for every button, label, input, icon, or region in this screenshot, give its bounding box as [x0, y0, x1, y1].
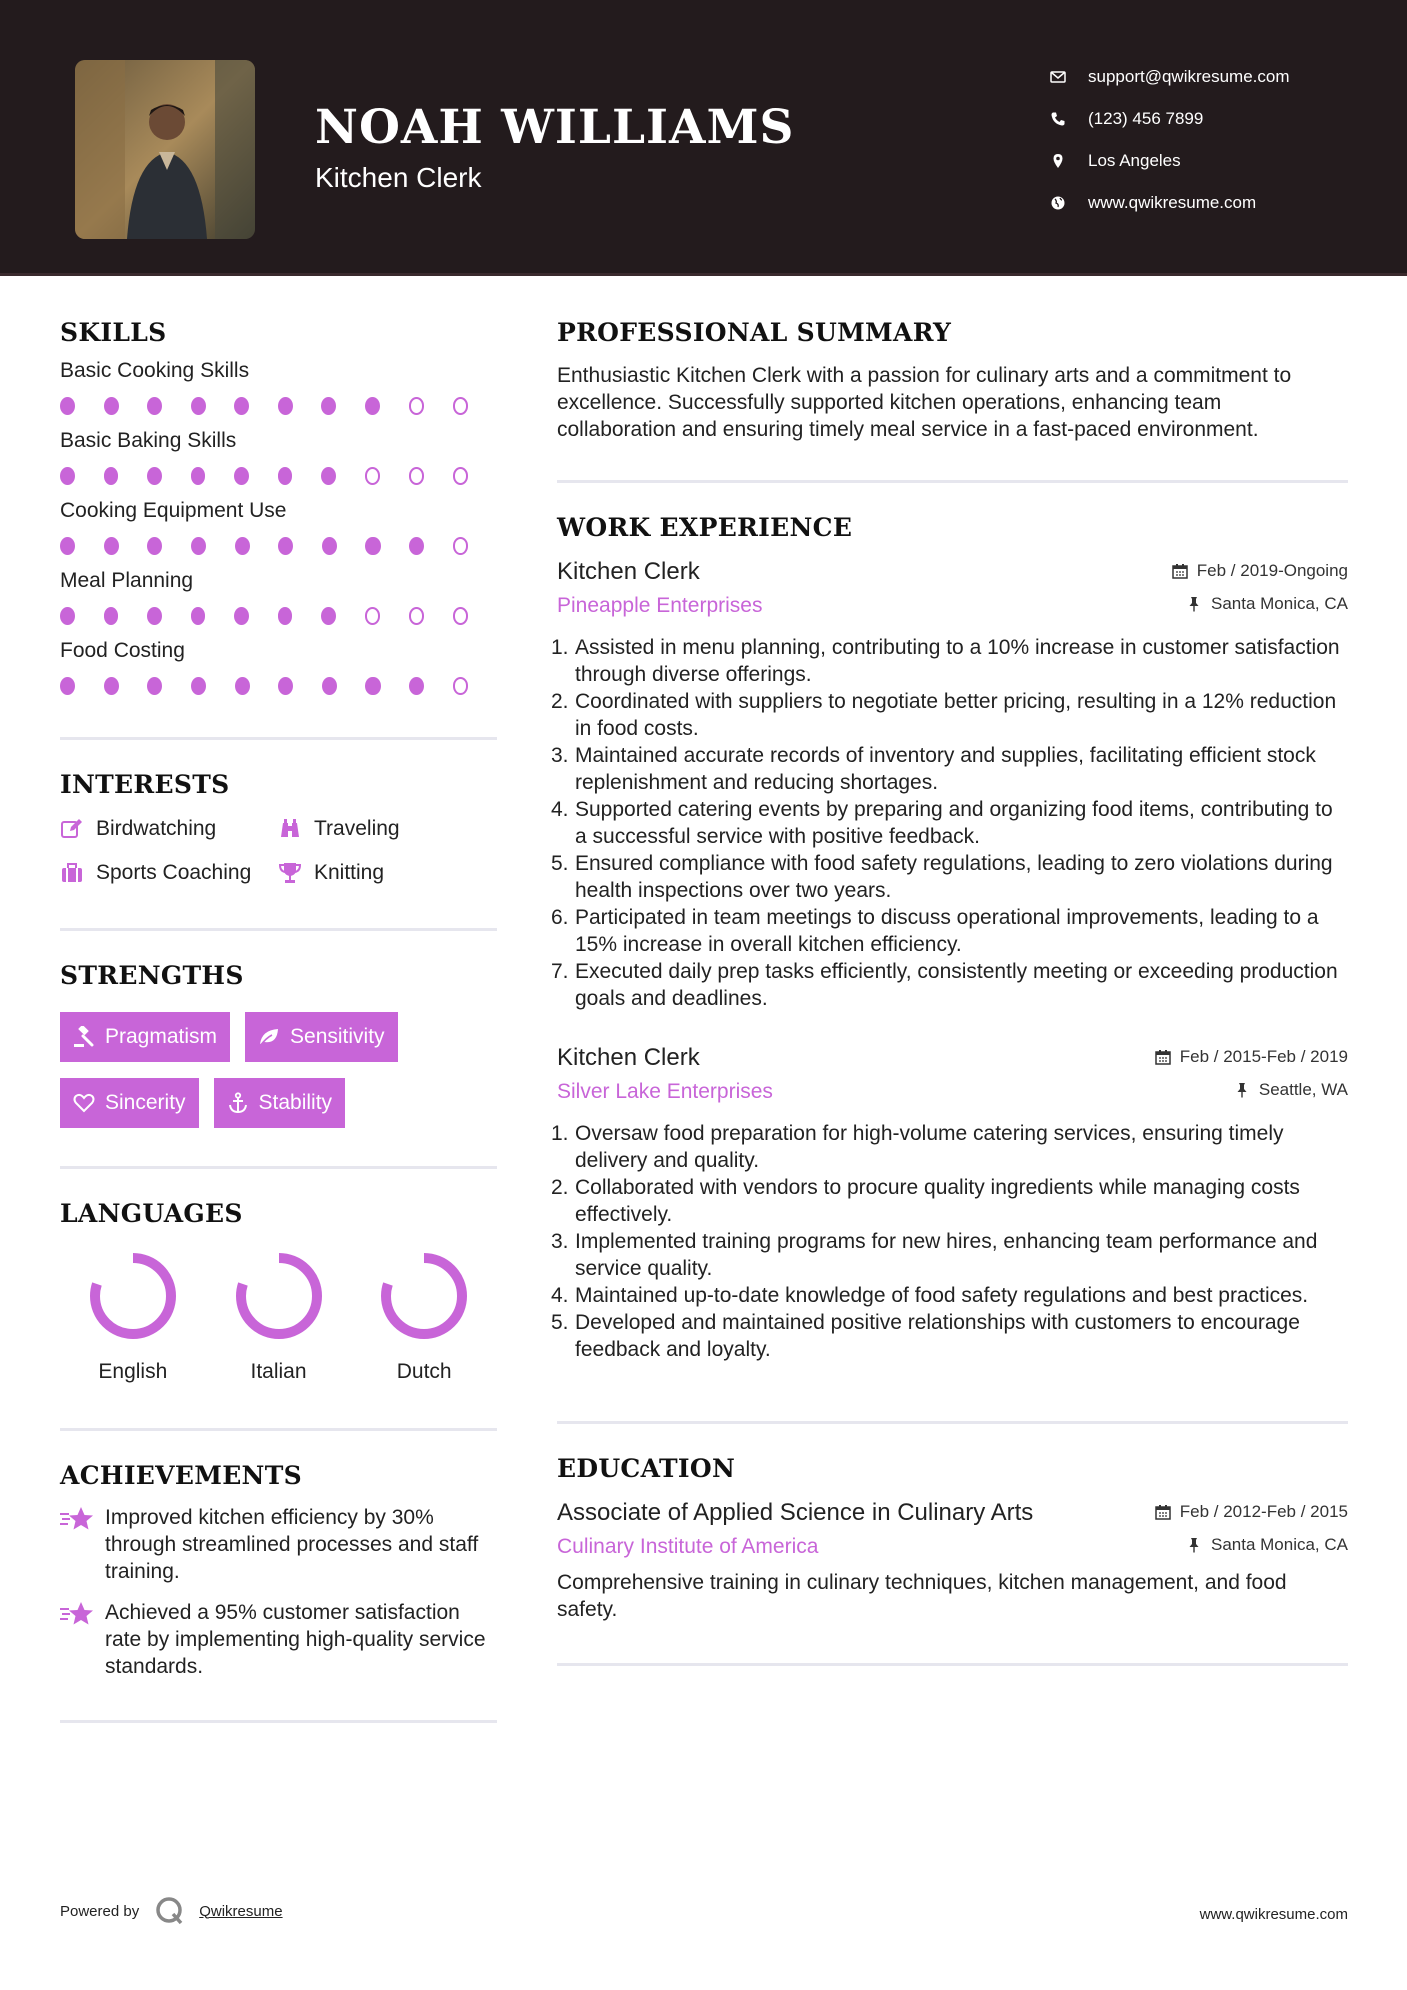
rating-dot-filled [104, 607, 119, 625]
skill-name: Food Costing [60, 639, 185, 662]
rating-dot-filled [147, 537, 162, 555]
contact-website[interactable] [1050, 182, 1290, 224]
contact-email[interactable] [1050, 56, 1290, 98]
rating-dot-filled [235, 537, 250, 555]
rating-dot-filled [60, 677, 75, 695]
rating-dot-filled [321, 397, 336, 415]
strengths-heading: STRENGTHS [60, 961, 244, 990]
job-dates-text: Feb / 2015-Feb / 2019 [1179, 1047, 1348, 1066]
rating-dot-filled [104, 467, 119, 485]
job-dates [1172, 561, 1348, 581]
section-divider [60, 737, 497, 740]
section-divider [557, 1421, 1348, 1424]
powered-by-text: Powered by [60, 1902, 140, 1920]
education-dates-text: Feb / 2012-Feb / 2015 [1179, 1502, 1348, 1521]
interest-label: Knitting [314, 861, 385, 884]
skills-list [60, 359, 497, 697]
strength-tag [60, 1012, 230, 1062]
skill-name: Basic Cooking Skills [60, 359, 250, 382]
job-bullet-text: Coordinated with suppliers to negotiate better pricing, resulting in a 12% reduction in food costs. [575, 690, 1337, 740]
footer-powered-by [60, 1896, 283, 1926]
rating-dot-filled [409, 677, 424, 695]
rating-dot-empty [409, 397, 425, 415]
strength-tag [245, 1012, 398, 1062]
achievements-heading: ACHIEVEMENTS [60, 1461, 302, 1490]
rating-dot-filled [278, 607, 293, 625]
contact-website-text: www.qwikresume.com [1088, 193, 1257, 212]
contact-location-text: Los Angeles [1088, 151, 1181, 170]
job-bullet-text: Developed and maintained positive relationships with customers to encourage feedback and loyalty. [575, 1311, 1300, 1361]
education-heading: EDUCATION [557, 1454, 736, 1483]
job-bullet: 4. Supported catering events by preparing and organizing food items, contributing to a successful service with positive feedback. [551, 798, 1333, 848]
rating-dot-filled [278, 397, 293, 415]
contact-location [1050, 140, 1290, 182]
rating-dot-empty [409, 607, 425, 625]
job-bullet-text: Maintained up-to-date knowledge of food safety regulations and best practices. [575, 1284, 1309, 1307]
skill-rating [60, 465, 497, 487]
interest-item [60, 861, 278, 885]
profile-photo [75, 60, 255, 239]
interest-label: Sports Coaching [96, 861, 252, 884]
interest-item [278, 861, 478, 885]
rating-dot-empty [453, 467, 469, 485]
job-bullet-text: Collaborated with vendors to procure quality ingredients while managing costs effectively. [575, 1176, 1300, 1226]
job-bullet: 3. Maintained accurate records of inventory and supplies, facilitating efficient stock replenishment and reducing shortages. [551, 744, 1316, 794]
rating-dot-filled [104, 397, 119, 415]
rating-dot-filled [147, 677, 162, 695]
job-bullets [551, 634, 1347, 1012]
rating-dot-filled [409, 537, 424, 555]
qwikresume-link[interactable]: Qwikresume [199, 1902, 283, 1920]
rating-dot-filled [234, 397, 249, 415]
interest-label: Birdwatching [96, 817, 217, 840]
job-bullet-text: Oversaw food preparation for high-volume catering services, ensuring timely delivery and quality. [575, 1122, 1284, 1172]
pushpin-icon [1186, 1537, 1202, 1553]
skill-name: Meal Planning [60, 569, 194, 592]
rating-dot-filled [278, 467, 293, 485]
job-bullet: 5. Ensured compliance with food safety regulations, leading to zero violations during health inspections over two years. [551, 852, 1333, 902]
summary-heading: PROFESSIONAL SUMMARY [557, 318, 952, 347]
section-divider [60, 1428, 497, 1431]
globe-icon [1050, 195, 1088, 211]
languages-section [60, 1199, 497, 1384]
gavel-icon [73, 1026, 95, 1048]
strength-label: Sensitivity [290, 1025, 385, 1048]
summary-text: Enthusiastic Kitchen Clerk with a passion for culinary arts and a commitment to excellence. Successfully supported kitchen operations, enhancing team collaboration and ensuring timely meal service in a fast-paced environment. [557, 364, 1292, 441]
rating-dot-filled [235, 677, 250, 695]
rating-dot-filled [191, 607, 206, 625]
job-bullet-text: Supported catering events by preparing and organizing food items, contributing to a successful service with positive feedback. [575, 798, 1333, 848]
job-bullet: 2. Collaborated with vendors to procure quality ingredients while managing costs effectively. [551, 1176, 1300, 1226]
phone-icon [1050, 111, 1088, 127]
job-location-text: Santa Monica, CA [1210, 594, 1348, 613]
strengths-list [60, 1012, 480, 1128]
trophy-icon [278, 861, 314, 885]
pushpin-icon [1186, 596, 1202, 612]
rating-dot-filled [60, 607, 75, 625]
job-bullet: 5. Developed and maintained positive relationships with customers to encourage feedback and loyalty. [551, 1311, 1300, 1361]
rating-dot-filled [278, 677, 293, 695]
rating-dot-empty [365, 467, 381, 485]
achievement-text: Achieved a 95% customer satisfaction rate by implementing high-quality service standards. [105, 1601, 486, 1678]
section-divider [557, 480, 1348, 483]
achievements-section [60, 1461, 497, 1680]
job-entry [551, 1044, 1348, 1363]
contact-phone-text: (123) 456 7899 [1088, 109, 1204, 128]
job-bullet: 6. Participated in team meetings to discuss operational improvements, leading to a 15% increase in overall kitchen efficiency. [551, 906, 1319, 956]
star-icon [60, 1599, 105, 1680]
rating-dot-empty [409, 467, 425, 485]
interest-label: Traveling [314, 817, 400, 840]
job-bullets [551, 1120, 1347, 1363]
rating-dot-filled [365, 397, 380, 415]
language-ring-arc [386, 1258, 462, 1334]
rating-dot-filled [234, 467, 249, 485]
education-description: Comprehensive training in culinary techniques, kitchen management, and food safety. [557, 1571, 1287, 1621]
left-column [60, 318, 497, 1723]
job-bullet: 7. Executed daily prep tasks efficiently, consistently meeting or exceeding production goals and deadlines. [551, 960, 1338, 1010]
job-bullet-text: Participated in team meetings to discuss operational improvements, leading to a 15% increase in overall kitchen efficiency. [575, 906, 1319, 956]
job-bullet: 1. Oversaw food preparation for high-volume catering services, ensuring timely delivery and quality. [551, 1122, 1284, 1172]
skill-name: Cooking Equipment Use [60, 499, 287, 522]
strength-label: Pragmatism [105, 1025, 218, 1048]
school-name: Culinary Institute of America [557, 1535, 819, 1558]
rating-dot-filled [322, 677, 337, 695]
language-ring-arc [241, 1258, 317, 1334]
job-title: Kitchen Clerk [557, 558, 700, 585]
section-divider [60, 928, 497, 931]
contact-email-text: support@qwikresume.com [1088, 67, 1290, 86]
rating-dot-filled [147, 607, 162, 625]
education-location-text: Santa Monica, CA [1210, 1535, 1348, 1554]
languages-heading: LANGUAGES [60, 1199, 243, 1228]
language-item [60, 1250, 206, 1384]
summary-section [557, 318, 1348, 443]
languages-list [60, 1250, 497, 1384]
interests-list [60, 817, 497, 885]
education-dates [1155, 1502, 1348, 1522]
education-location [1186, 1535, 1348, 1555]
experience-heading: WORK EXPERIENCE [557, 513, 853, 542]
job-bullet-text: Executed daily prep tasks efficiently, consistently meeting or exceeding production goals and deadlines. [575, 960, 1338, 1010]
rating-dot-filled [191, 467, 206, 485]
rating-dot-filled [104, 677, 119, 695]
language-proficiency-ring [378, 1250, 470, 1342]
rating-dot-empty [453, 397, 469, 415]
job-entry [551, 558, 1348, 1012]
job-dates [1155, 1047, 1348, 1067]
calendar-icon [1155, 1504, 1171, 1520]
heart-icon [73, 1092, 95, 1114]
candidate-title: Kitchen Clerk [315, 162, 482, 193]
rating-dot-filled [322, 537, 337, 555]
rating-dot-filled [60, 397, 75, 415]
language-name: Italian [250, 1360, 307, 1383]
degree-title: Associate of Applied Science in Culinary Arts [557, 1499, 1034, 1526]
job-bullet: 2. Coordinated with suppliers to negotiate better pricing, resulting in a 12% reduction in food costs. [551, 690, 1337, 740]
job-bullet-text: Maintained accurate records of inventory and supplies, facilitating efficient stock replenishment and reducing shortages. [575, 744, 1316, 794]
skill-rating [60, 395, 497, 417]
job-bullet-text: Implemented training programs for new hires, enhancing team performance and service quality. [575, 1230, 1318, 1280]
resume-header [0, 0, 1407, 276]
skill-rating [60, 605, 497, 627]
language-proficiency-ring [87, 1250, 179, 1342]
language-item [351, 1250, 497, 1384]
skill-rating [60, 535, 497, 557]
calendar-icon [1155, 1049, 1171, 1065]
language-name: English [98, 1360, 168, 1383]
pushpin-icon [1234, 1082, 1250, 1098]
language-ring-arc [95, 1258, 171, 1334]
envelope-icon [1050, 69, 1088, 85]
rating-dot-filled [191, 397, 206, 415]
suitcase-icon [60, 861, 96, 885]
calendar-icon [1172, 563, 1188, 579]
company-name: Silver Lake Enterprises [557, 1080, 773, 1103]
strength-tag [60, 1078, 199, 1128]
interests-section [60, 770, 497, 885]
achievement-text: Improved kitchen efficiency by 30% through streamlined processes and staff training. [105, 1506, 479, 1583]
rating-dot-empty [453, 537, 469, 555]
skills-section [60, 318, 497, 697]
strength-label: Sincerity [105, 1091, 186, 1114]
rating-dot-empty [453, 607, 469, 625]
job-bullet: 1. Assisted in menu planning, contributing to a 10% increase in customer satisfaction through diverse offerings. [551, 636, 1340, 686]
qwikresume-logo-icon [155, 1896, 185, 1926]
language-name: Dutch [396, 1360, 452, 1383]
rating-dot-empty [365, 607, 381, 625]
rating-dot-filled [104, 537, 119, 555]
experience-section [551, 513, 1348, 1363]
language-item [206, 1250, 352, 1384]
education-section [557, 1454, 1348, 1623]
section-divider [60, 1166, 497, 1169]
interests-heading: INTERESTS [60, 770, 230, 799]
strength-label: Stability [258, 1091, 333, 1114]
strengths-section [60, 961, 497, 1128]
job-location [1186, 594, 1348, 614]
footer-website[interactable]: www.qwikresume.com [1199, 1906, 1348, 1923]
anchor-icon [227, 1092, 249, 1114]
rating-dot-filled [321, 607, 336, 625]
interest-item [60, 817, 278, 841]
rating-dot-filled [147, 467, 162, 485]
company-name: Pineapple Enterprises [557, 594, 763, 617]
star-icon [60, 1504, 105, 1585]
binoculars-icon [278, 817, 314, 841]
rating-dot-empty [453, 677, 469, 695]
job-bullet: 3. Implemented training programs for new hires, enhancing team performance and service quality. [551, 1230, 1318, 1280]
contact-phone[interactable] [1050, 98, 1290, 140]
achievement-item [60, 1504, 497, 1585]
job-dates-text: Feb / 2019-Ongoing [1196, 561, 1348, 580]
edit-icon [60, 817, 96, 841]
job-bullet-text: Assisted in menu planning, contributing to a 10% increase in customer satisfaction through diverse offerings. [575, 636, 1340, 686]
skill-name: Basic Baking Skills [60, 429, 237, 452]
rating-dot-filled [321, 467, 336, 485]
rating-dot-filled [234, 607, 249, 625]
job-title: Kitchen Clerk [557, 1044, 700, 1071]
strength-tag [214, 1078, 346, 1128]
contact-list [1050, 56, 1290, 224]
achievement-item [60, 1599, 497, 1680]
rating-dot-filled [191, 677, 206, 695]
map-pin-icon [1050, 153, 1088, 169]
job-bullet-text: Ensured compliance with food safety regulations, leading to zero violations during health inspections over two years. [575, 852, 1333, 902]
rating-dot-filled [60, 467, 75, 485]
language-proficiency-ring [233, 1250, 325, 1342]
job-bullet: 4. Maintained up-to-date knowledge of food safety regulations and best practices. [551, 1284, 1309, 1307]
rating-dot-filled [60, 537, 75, 555]
rating-dot-filled [365, 537, 380, 555]
skills-heading: SKILLS [60, 318, 167, 347]
rating-dot-filled [147, 397, 162, 415]
section-divider [557, 1663, 1348, 1666]
leaf-icon [258, 1026, 280, 1048]
interest-item [278, 817, 478, 841]
job-location-text: Seattle, WA [1258, 1080, 1348, 1099]
section-divider [60, 1720, 497, 1723]
rating-dot-filled [191, 537, 206, 555]
skill-rating [60, 675, 497, 697]
job-location [1234, 1080, 1348, 1100]
rating-dot-filled [278, 537, 293, 555]
rating-dot-filled [365, 677, 380, 695]
right-column [551, 318, 1348, 1666]
candidate-name: NOAH WILLIAMS [315, 100, 795, 155]
